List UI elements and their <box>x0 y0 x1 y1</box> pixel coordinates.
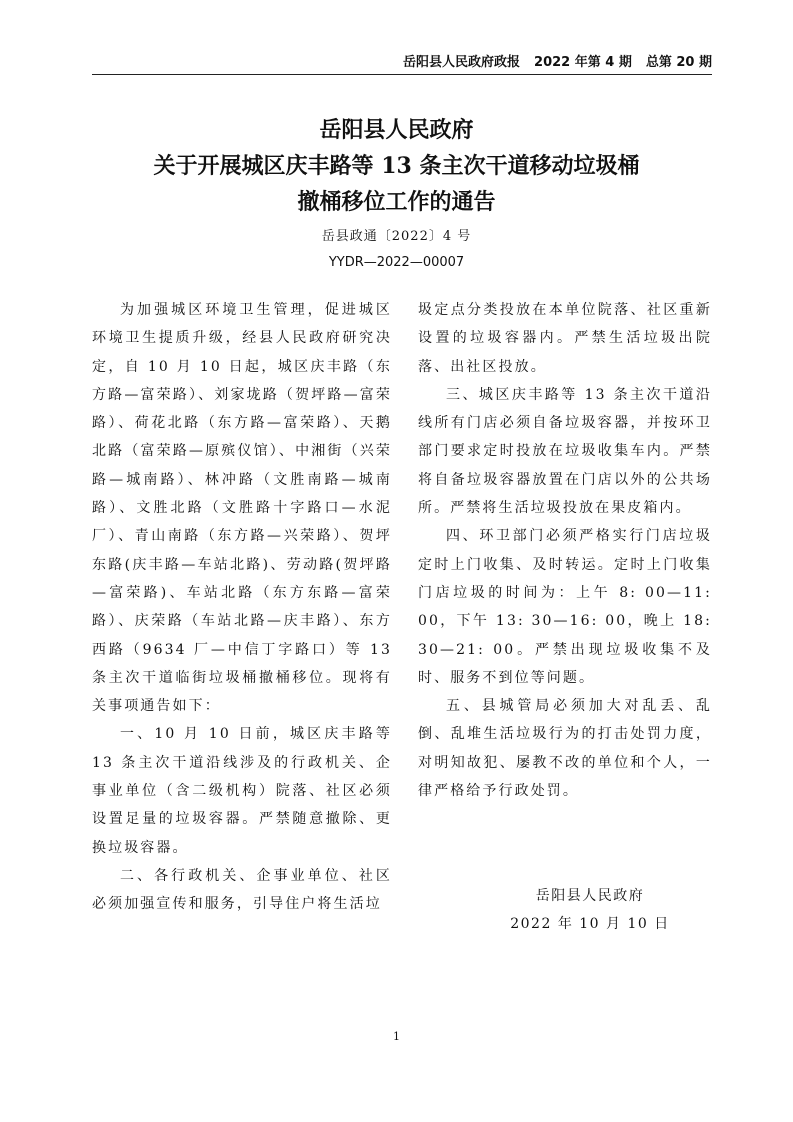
signature-issuer: 岳阳县人民政府 <box>535 888 645 904</box>
title-block <box>0 112 793 274</box>
paragraph-intro: 为加强城区环境卫生管理，促进城区环境卫生提质升级，经县人民政府研究决定，自 10 月 10 日起，城区庆丰路（东方路—富荣路）、刘家垅路（贺坪路—富荣路）、荷花北路（东方路—富荣路）、天鹅北路（富荣路—原殡仪馆）、中湘街（兴荣路—城南路）、林冲路（文胜南路—城南路）、文胜北路（文胜路十字路口—水泥厂）、青山南路（东方路—兴荣路）、贺坪东路(庆丰路—车站北路)、劳动路(贺坪路—富荣路)、车站北路（东方东路—富荣路）、庆荣路（车站北路—庆丰路）、东方西路（9634 厂—中信丁字路口）等 13 条主次干道临街垃圾桶撤桶移位。现将有关事项通告如下： <box>92 302 392 715</box>
body-column-left <box>92 296 392 919</box>
page-number: 1 <box>393 1030 400 1043</box>
title-subject-line-2: 撤桶移位工作的通告 <box>297 189 496 215</box>
running-header <box>92 54 712 75</box>
title-subject-line-1: 关于开展城区庆丰路等 13 条主次干道移动垃圾桶 <box>153 153 640 179</box>
body-column-right <box>418 296 712 805</box>
paragraph-item-2-start: 二、各行政机关、企事业单位、社区必须加强宣传和服务，引导住户将生活垃 <box>92 867 392 913</box>
document-number: 岳县政通〔2022〕4 号 <box>321 229 472 244</box>
total-issue-number: 总第 20 期 <box>645 55 712 70</box>
paragraph-item-5: 五、县城管局必须加大对乱丢、乱倒、乱堆生活垃圾行为的打击处罚力度，对明知故犯、屡教不改的单位和个人，一律严格给予行政处罚。 <box>418 698 712 800</box>
paragraph-item-1: 一、10 月 10 日前，城区庆丰路等 13 条主次干道沿线涉及的行政机关、企事业单位（含二级机构）院落、社区必须设置足量的垃圾容器。严禁随意撤除、更换垃圾容器。 <box>92 726 392 856</box>
document-code: YYDR—2022—00007 <box>328 255 465 270</box>
paragraph-item-2-continued: 圾定点分类投放在本单位院落、社区重新设置的垃圾容器内。严禁生活垃圾出院落、出社区投放。 <box>418 302 712 375</box>
title-issuer: 岳阳县人民政府 <box>319 117 474 143</box>
publication-name: 岳阳县人民政府政报 <box>403 55 521 70</box>
issue-number: 2022 年第 4 期 <box>534 55 632 70</box>
signature-date: 2022 年 10 月 10 日 <box>510 916 670 932</box>
paragraph-item-3: 三、城区庆丰路等 13 条主次干道沿线所有门店必须自备垃圾容器，并按环卫部门要求定时投放在垃圾收集车内。严禁将自备垃圾容器放置在门店以外的公共场所。严禁将生活垃圾投放在果皮箱内。 <box>418 386 712 517</box>
paragraph-item-4: 四、环卫部门必须严格实行门店垃圾定时上门收集、及时转运。定时上门收集门店垃圾的时间为：上午 8: 00—11: 00，下午 13: 30—16: 00，晚上 18: 30—21: 00。严禁出现垃圾收集不及时、服务不到位等问题。 <box>418 528 712 686</box>
signature-block <box>480 882 700 938</box>
